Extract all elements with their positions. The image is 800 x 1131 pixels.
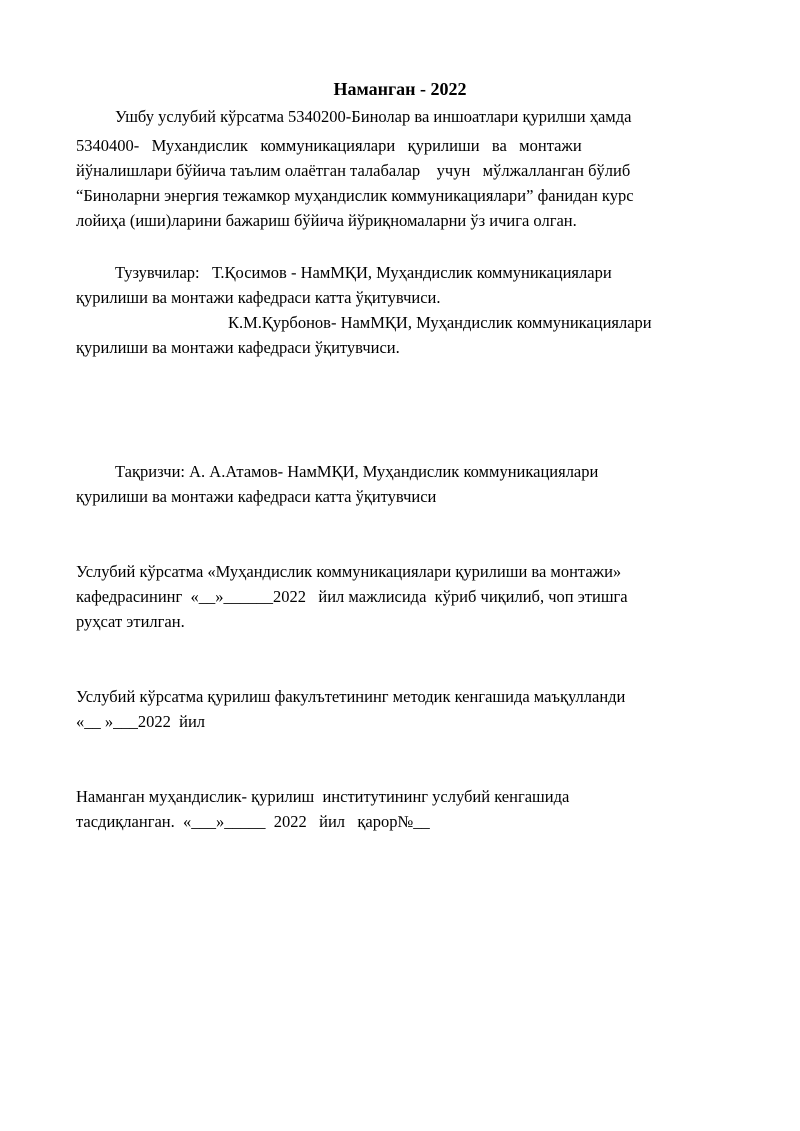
authors-line-4: қурилиши ва монтажи кафедраси ўқитувчиси. bbox=[76, 338, 400, 357]
authors-line-2: қурилиши ва монтажи кафедраси катта ўқитувчиси. bbox=[76, 288, 441, 307]
department-approval-line-3: руҳсат этилган. bbox=[76, 612, 185, 631]
intro-line-2: 5340400- Мухандислик коммуникациялари қурилиши ва монтажи bbox=[76, 136, 582, 155]
intro-line-4: “Биноларни энергия тежамкор муҳандислик коммуникациялари” фанидан курс bbox=[76, 186, 634, 205]
department-approval-line-1: Услубий кўрсатма «Муҳандислик коммуникациялари қурилиши ва монтажи» bbox=[76, 562, 622, 581]
intro-paragraph bbox=[76, 104, 726, 233]
faculty-approval-line-1: Услубий кўрсатма қурилиш факулътетининг методик кенгашида маъқулланди bbox=[76, 687, 626, 706]
institute-approval bbox=[76, 784, 726, 834]
authors-line-3: К.М.Қурбонов- НамМҚИ, Муҳандислик коммуникациялари bbox=[228, 313, 652, 332]
reviewer-paragraph bbox=[76, 459, 726, 509]
document-title: Наманган - 2022 bbox=[333, 79, 467, 99]
institute-approval-line-2: тасдиқланган. «___»_____ 2022 йил қарор№__ bbox=[76, 812, 430, 831]
reviewer-line-1: Тақризчи: А. А.Атамов- НамМҚИ, Муҳандислик коммуникациялари bbox=[115, 462, 599, 481]
department-approval-line-2: кафедрасининг «__»______2022 йил мажлисида кўриб чиқилиб, чоп этишга bbox=[76, 587, 628, 606]
reviewer-line-2: қурилиши ва монтажи кафедраси катта ўқитувчиси bbox=[76, 487, 437, 506]
institute-approval-line-1: Наманган муҳандислик- қурилиш институтининг услубий кенгашида bbox=[76, 787, 570, 806]
intro-line-3: йўналишлари бўйича таълим олаётган талабалар учун мўлжалланган бўлиб bbox=[76, 161, 631, 180]
authors-line-1: Тузувчилар: Т.Қосимов - НамМҚИ, Муҳандислик коммуникациялари bbox=[115, 263, 612, 282]
department-approval bbox=[76, 559, 726, 634]
faculty-approval-line-2: «__ »___2022 йил bbox=[76, 712, 206, 731]
authors-paragraph bbox=[76, 260, 726, 360]
faculty-approval bbox=[76, 684, 726, 734]
intro-line-5: лойиҳа (иши)ларини бажариш бўйича йўриқномаларни ўз ичига олган. bbox=[76, 211, 577, 230]
intro-line-1: Ушбу услубий кўрсатма 5340200-Бинолар ва иншоатлари қурилши ҳамда bbox=[115, 107, 632, 126]
